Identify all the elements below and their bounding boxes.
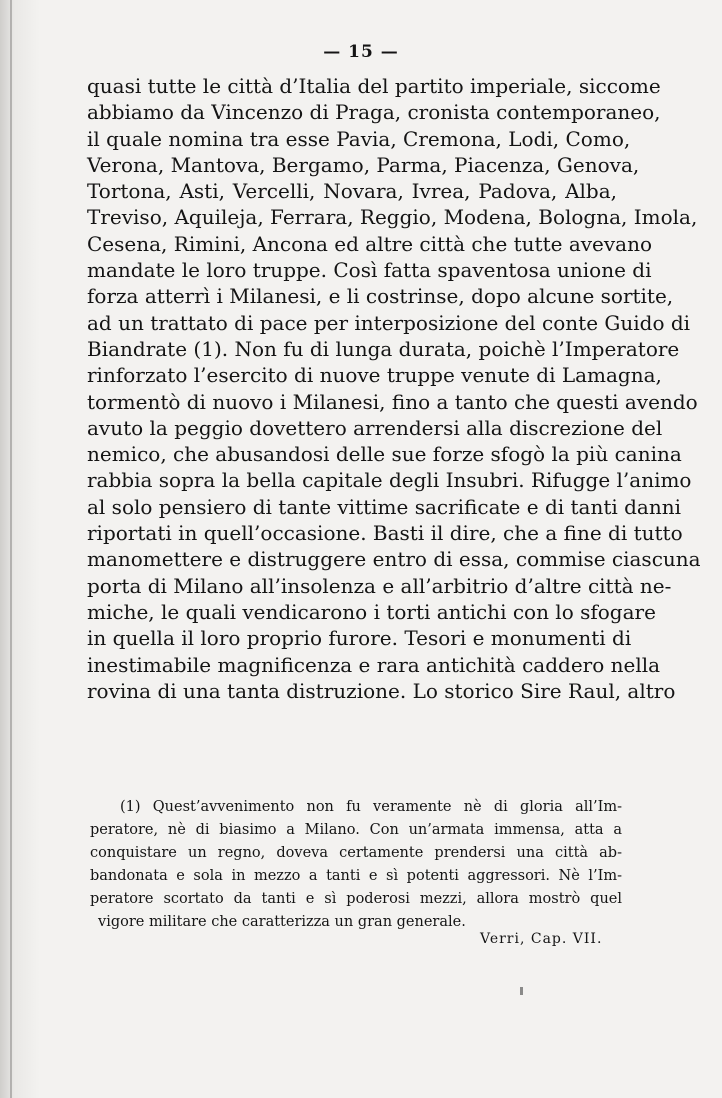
body-line: nemico, che abusandosi delle sue forze sfogò la più canina <box>87 442 682 467</box>
body-line: inestimabile magnificenza e rara antichità caddero nella <box>87 652 661 677</box>
footnote-source: Verri, Cap. VII. <box>480 931 603 947</box>
body-line: Cesena, Rimini, Ancona ed altre città che tutte avevano <box>87 231 653 256</box>
body-line: riportati in quell’occasione. Basti il dire, che a fine di tutto <box>87 521 683 546</box>
body-line: porta di Milano all’insolenza e all’arbitrio d’altre città ne- <box>87 573 672 598</box>
body-line: forza atterrì i Milanesi, e li costrinse, dopo alcune sortite, <box>87 284 674 309</box>
body-line: rabbia sopra la bella capitale degli Insubri. Rifugge l’animo <box>87 468 692 493</box>
footnote-line: (1) Quest’avvenimento non fu veramente nè di gloria all’Im- <box>120 799 622 815</box>
body-line: al solo pensiero di tante vittime sacrificate e di tanti danni <box>87 494 682 519</box>
body-line: mandate le loro truppe. Così fatta spaventosa unione di <box>87 258 652 283</box>
body-line: ad un trattato di pace per interposizione del conte Guido di <box>87 310 691 335</box>
body-line: miche, le quali vendicarono i torti antichi con lo sfogare <box>87 599 656 624</box>
page-number: — 15 — <box>323 42 399 62</box>
footnote-line: bandonata e sola in mezzo a tanti e sì potenti aggressori. Nè l’Im- <box>90 868 622 884</box>
body-line: quasi tutte le città d’Italia del partito imperiale, siccome <box>87 74 661 98</box>
body-line: manomettere e distruggere entro di essa, commise ciascuna <box>87 547 701 572</box>
body-line: abbiamo da Vincenzo di Praga, cronista contemporaneo, <box>87 100 661 125</box>
body-line: rinforzato l’esercito di nuove truppe venute di Lamagna, <box>87 363 662 388</box>
ink-smudge <box>520 987 523 995</box>
body-text <box>87 73 701 704</box>
footnote-line: peratore scortato da tanti e sì poderosi mezzi, allora mostrò quel <box>90 891 622 907</box>
body-line: Verona, Mantova, Bergamo, Parma, Piacenza, Genova, <box>87 152 640 177</box>
body-line: il quale nomina tra esse Pavia, Cremona, Lodi, Como, <box>87 126 631 151</box>
body-line: Biandrate (1). Non fu di lunga durata, poichè l’Imperatore <box>87 336 680 361</box>
footnote <box>90 796 622 934</box>
body-line: Treviso, Aquileja, Ferrara, Reggio, Modena, Bologna, Imola, <box>87 205 698 230</box>
body-line: tormentò di nuovo i Milanesi, fino a tanto che questi avendo <box>87 389 698 414</box>
body-line: Tortona, Asti, Vercelli, Novara, Ivrea, Padova, Alba, <box>87 179 617 204</box>
body-line: rovina di una tanta distruzione. Lo storico Sire Raul, altro <box>87 678 676 703</box>
body-line: in quella il loro proprio furore. Tesori e monumenti di <box>87 626 632 651</box>
body-line: avuto la peggio dovettero arrendersi alla discrezione del <box>87 415 663 440</box>
footnote-line: vigore militare che caratterizza un gran generale. <box>98 914 466 930</box>
footnote-line: peratore, nè di biasimo a Milano. Con un’armata immensa, atta a <box>90 822 622 838</box>
page-spine-shadow <box>10 0 12 1098</box>
footnote-line: conquistare un regno, doveva certamente prendersi una città ab- <box>90 845 622 861</box>
